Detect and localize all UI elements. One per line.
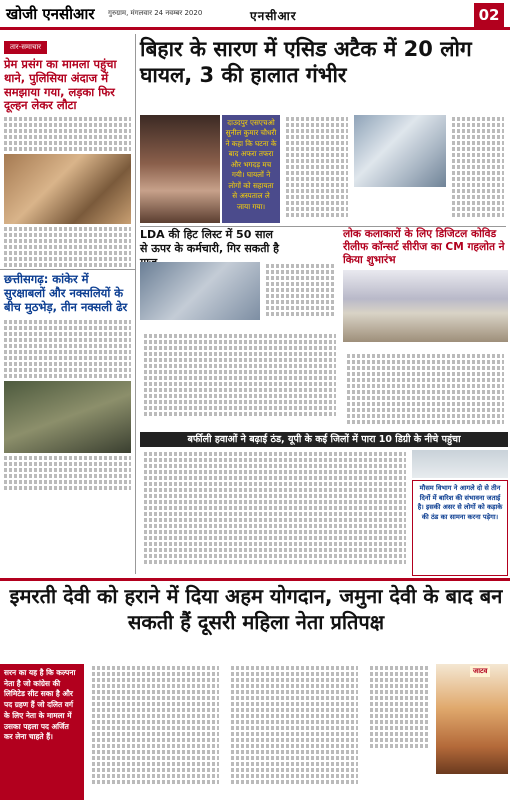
body-text-line	[4, 233, 131, 237]
body-text-line	[4, 332, 131, 336]
hospital-photo	[354, 115, 446, 187]
body-text-line	[4, 117, 131, 121]
cm-body-text	[343, 352, 508, 426]
lda-building-photo	[140, 262, 260, 320]
bottom-text-column-2	[227, 664, 362, 786]
body-text-line	[4, 147, 131, 151]
body-text-line	[4, 129, 131, 133]
lead-text-column	[282, 115, 352, 223]
brand-name: खोजी एनसीआर	[6, 5, 95, 23]
section-tag: तार-समाचार	[4, 41, 47, 54]
bottom-side-box: सरन का यह है कि कल्पना नेता है जो कांग्रेस की लिमिटेड सीट सका है और पद ग्रहण हैं जो दलित वर्ग के लिए नेता के मामला में उसका पहला पद अर्जित कर लेना चाहते हैं।	[0, 664, 84, 800]
body-text-line	[4, 356, 131, 360]
cm-event-photo	[343, 270, 508, 342]
body-text-line	[4, 474, 131, 478]
body-text-line	[4, 462, 131, 466]
body-text-line	[4, 338, 131, 342]
masthead	[0, 0, 510, 30]
fog-photo	[412, 450, 508, 478]
lead-quote-box: दाउदपुर एसएचओ सुनील कुमार चौधरी ने कहा कि घटना के बाद अफरा तफरा और भगदड़ मच गयी। घायलों ने लोगों को सहायता से अस्पताल ले जाया गया।	[222, 115, 280, 223]
left-headline-1: प्रेम प्रसंग का मामला पहुंचा थाने, पुलिसिया अंदाज में समझाया गया, लड़का फिर दूल्हन लेकर लौटा	[4, 57, 117, 113]
body-text-line	[4, 326, 131, 330]
body-text-line	[4, 239, 131, 243]
body-text-line	[4, 350, 131, 354]
section-name: एनसीआर	[250, 9, 297, 23]
body-text-line	[4, 456, 131, 460]
divider	[0, 578, 510, 581]
encounter-photo	[4, 381, 131, 453]
weather-notice-box: मौसम विभाग ने आगले दो से तीन दिनों में बारिश की संभावना जताई है। इसकी असर से लोगों को कड़ाके की ठंड का सामना करना पड़ेगा।	[412, 480, 508, 576]
lead-text-column-right	[448, 115, 508, 223]
wedding-photo	[4, 154, 131, 224]
divider	[140, 226, 506, 227]
bottom-text-column-3	[366, 664, 434, 750]
body-text-line	[4, 468, 131, 472]
lda-body-text	[140, 332, 340, 418]
issue-date: गुरुग्राम, मंगलवार 24 नवम्बर 2020	[108, 9, 203, 17]
body-text-line	[4, 368, 131, 372]
body-text-line	[4, 227, 131, 231]
photo-tag: जाटव	[470, 666, 490, 677]
body-text-line	[4, 480, 131, 484]
body-text-line	[4, 135, 131, 139]
body-text-line	[4, 263, 131, 267]
lead-headline: बिहार के सारण में एसिड अटैक में 20 लोग घायल, 3 की हालात गंभीर	[140, 37, 472, 88]
page-number: 02	[474, 3, 504, 27]
coldwave-body-text	[140, 450, 410, 566]
body-text-line	[4, 344, 131, 348]
injured-person-photo	[140, 115, 220, 223]
cm-headline: लोक कलाकारों के लिए डिजिटल कोविड रीलीफ कॉन्सर्ट सीरीज का CM गहलोत ने किया शुभारंभ	[343, 228, 505, 267]
body-text-line	[4, 245, 131, 249]
lda-text-column	[262, 262, 340, 318]
bottom-headline: इमरती देवी को हराने में दिया अहम योगदान, जमुना देवी के बाद बन सकती हैं दूसरी महिला नेता प्रतिपक्ष	[9, 584, 503, 634]
body-text-line	[4, 257, 131, 261]
body-text-line	[4, 320, 131, 324]
left-column	[0, 34, 136, 574]
body-text-line	[4, 123, 131, 127]
left-headline-2: छत्तीसगढ़: कांकेर में सुरक्षाबलों और नक्सलियों के बीच मुठभेड़, तीन नक्सली ढेर	[0, 269, 135, 317]
body-text-line	[4, 251, 131, 255]
body-text-line	[4, 362, 131, 366]
body-text-line	[4, 486, 131, 490]
body-text-line	[4, 374, 131, 378]
body-text-line	[4, 141, 131, 145]
bottom-text-column-1	[88, 664, 223, 786]
politician-photo	[436, 664, 508, 774]
lda-headline: LDA की हिट लिस्ट में 50 साल से ऊपर के कर्मचारी, गिर सकती है	[140, 228, 280, 255]
coldwave-headline-banner: बर्फीली हवाओं ने बढ़ाई ठंड, यूपी के कई जिलों में पारा 10 डिग्री के नीचे पहुंचा	[140, 432, 508, 447]
